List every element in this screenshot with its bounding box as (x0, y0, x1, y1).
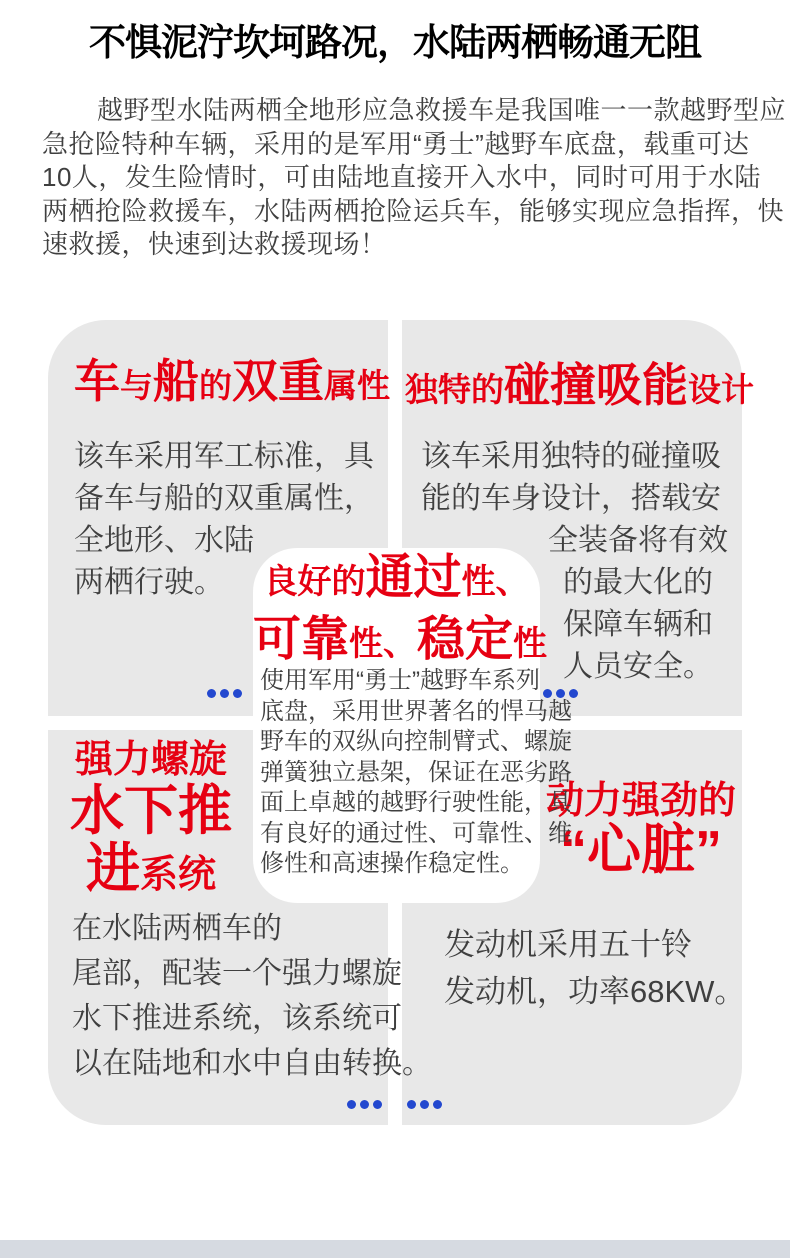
card-engine-body: 发动机采用五十铃 发动机，功率68KW。 (444, 927, 746, 1009)
intro-line: 10人，发生险情时，可由陆地直接开入水中，同时可用于水陆 (42, 162, 761, 192)
card-collision-body-top: 该车采用独特的碰撞吸 能的车身设计，搭载安 (421, 440, 721, 515)
card-passability-heading: 良好的通过性、 可靠性、稳定性 (253, 551, 548, 666)
ellipsis-dots-icon (407, 1100, 442, 1109)
card-collision-body-bottom: 全装备将有效 的最大化的 保障车辆和 人员安全。 (548, 524, 728, 683)
ellipsis-dots-icon (207, 689, 242, 698)
intro-line: 越野型水陆两栖全地形应急救援车是我国唯一一款越野型应 (97, 95, 787, 125)
ellipsis-dots-icon (543, 689, 578, 698)
card-engine-heading: 动力强劲的 “心脏” (545, 780, 736, 880)
card-collision-heading: 独特的碰撞吸能设计 (405, 359, 754, 411)
card-propulsion-body: 在水陆两栖车的 尾部，配装一个强力螺旋 水下推进系统，该系统可 以在陆地和水中自由转换。 (72, 912, 432, 1080)
card-passability-body: 使用军用“勇士”越野车系列 底盘，采用世界著名的悍马越 野车的双纵向控制臂式、螺旋 弹簧独立悬架，保证在恶劣路 面上卓越的越野行驶性能，具 有良好的通过性、可靠性、维 修性和高速操作稳定性。 (260, 667, 572, 877)
intro-paragraph (42, 94, 787, 262)
footer-bar (0, 1240, 790, 1258)
intro-line: 急抢险特种车辆，采用的是军用“勇士”越野车底盘，载重可达 (42, 128, 750, 159)
card-dual-body: 该车采用军工标准，具 备车与船的双重属性， 全地形、水陆 两栖行驶。 (74, 440, 374, 599)
intro-line: 速救援，快速到达救援现场！ (42, 229, 387, 259)
card-propulsion-heading: 强力螺旋 水下推 进系统 (70, 739, 232, 899)
ellipsis-dots-icon (347, 1100, 382, 1109)
page-title: 不惧泥泞坎坷路况，水陆两栖畅通无阻 (89, 22, 701, 63)
card-dual-heading: 车与船的双重属性 (74, 355, 390, 407)
intro-line: 两栖抢险救援车，水陆两栖抢险运兵车，能够实现应急指挥，快 (42, 195, 785, 226)
